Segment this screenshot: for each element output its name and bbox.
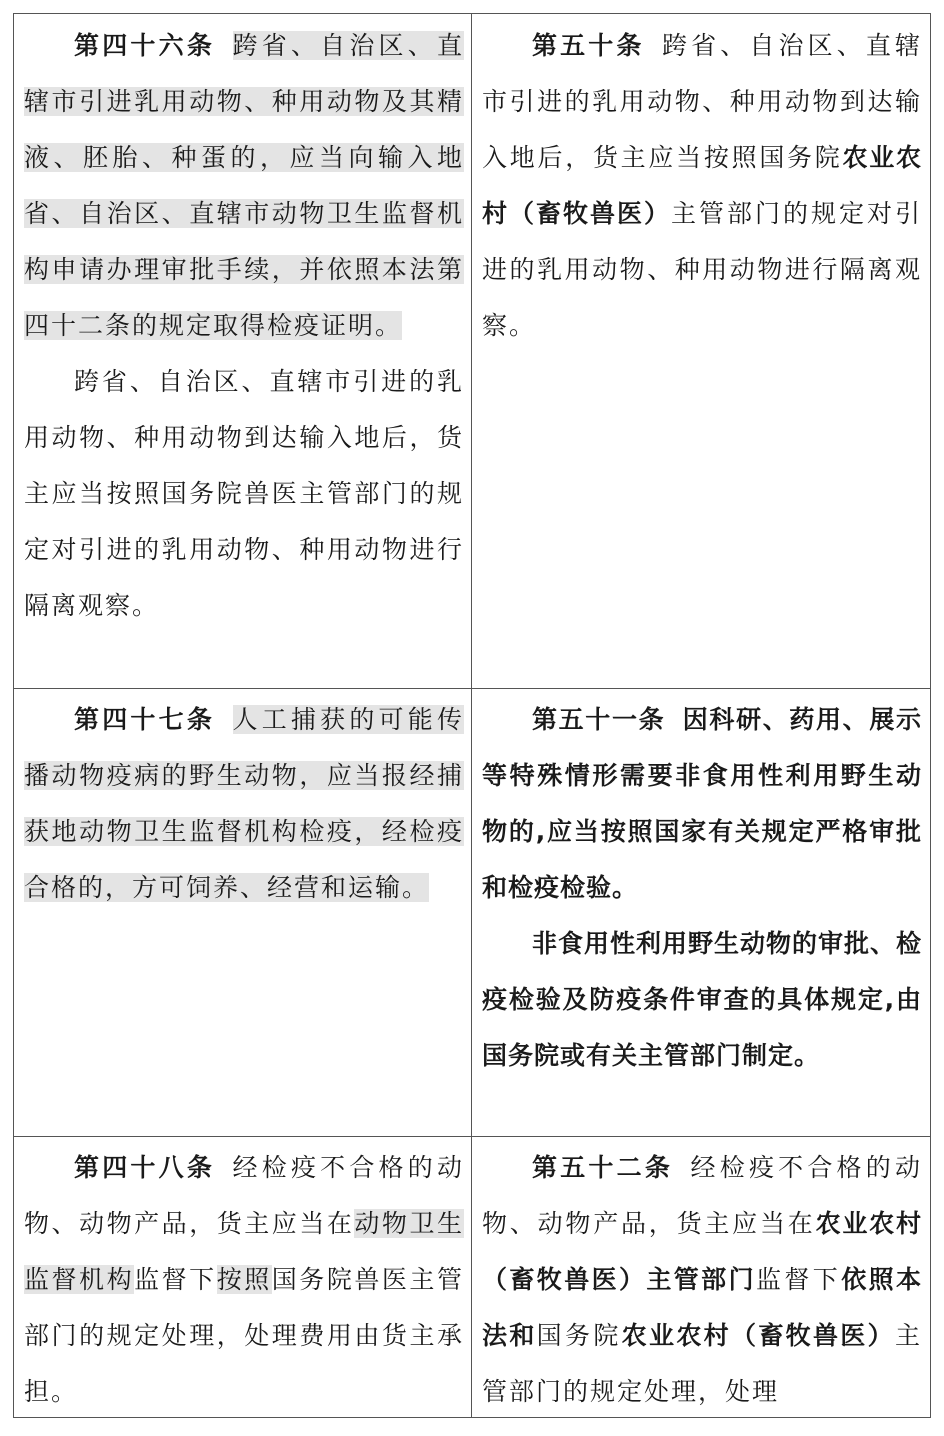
article-52-cell xyxy=(482,1140,922,1416)
article-paragraph xyxy=(482,1140,922,1416)
article-number: 第四十八条 xyxy=(74,1153,216,1182)
article-text: 动物卫生监督机构 xyxy=(24,1209,464,1294)
article-text: 主管部门的规定处理，处理 xyxy=(482,1321,922,1406)
article-text: 监督下 xyxy=(755,1265,842,1294)
article-number: 第五十条 xyxy=(532,31,645,60)
row-divider xyxy=(13,688,931,689)
article-text: 国务院兽医主管部门的规定处理，处理费用由货主承担。 xyxy=(24,1265,464,1406)
article-paragraph xyxy=(482,18,922,354)
article-paragraph xyxy=(24,1140,464,1416)
article-number: 非食用性利用野生动物的审批、检疫检验及防疫条件审查的具体规定,由国务院或有关主管部门制定。 xyxy=(482,929,922,1070)
article-51-cell xyxy=(482,692,922,1134)
article-number: 第五十一条 xyxy=(532,705,666,734)
article-number: 第五十二条 xyxy=(532,1153,674,1182)
article-text: 主管部门的规定对引进的乳用动物、种用动物进行隔离观察。 xyxy=(482,199,922,340)
article-47-cell xyxy=(24,692,464,1134)
article-text: 跨省、自治区、直辖市引进的乳用动物、种用动物到达输入地后，货主应当按照国务院 xyxy=(482,31,922,172)
article-48-cell xyxy=(24,1140,464,1416)
article-text: 经检疫不合格的动物、动物产品，货主应当在 xyxy=(24,1153,464,1238)
article-paragraph xyxy=(24,354,464,634)
article-46-cell xyxy=(24,18,464,686)
article-number: 第四十七条 xyxy=(74,705,216,734)
article-text: 农业农村（畜牧兽医） xyxy=(621,1321,895,1350)
article-text: 农业农村（畜牧兽医）主管部门 xyxy=(482,1209,922,1294)
article-text: 按照 xyxy=(216,1265,272,1294)
article-text: 国务院 xyxy=(536,1321,622,1350)
article-50-cell xyxy=(482,18,922,686)
article-text: 经检疫不合格的动物、动物产品，货主应当在 xyxy=(482,1153,922,1238)
article-text: 跨省、自治区、直辖市引进的乳用动物、种用动物到达输入地后，货主应当按照国务院兽医主管部门的规定对引进的乳用动物、种用动物进行隔离观察。 xyxy=(24,367,464,620)
column-divider xyxy=(471,13,472,1418)
article-text: 因科研、药用、展示等特殊情形需要非食用性利用野生动物的,应当按照国家有关规定严格审批和检疫检验。 xyxy=(482,705,922,902)
article-text: 监督下 xyxy=(134,1265,217,1294)
article-text: 农业农村（畜牧兽医） xyxy=(482,143,922,228)
article-paragraph xyxy=(482,916,922,1084)
article-text: 跨省、自治区、直辖市引进乳用动物、种用动物及其精液、胚胎、种蛋的，应当向输入地省、自治区、直辖市动物卫生监督机构申请办理审批手续，并依照本法第四十二条的规定取得检疫证明。 xyxy=(24,31,464,340)
article-text: 人工捕获的可能传播动物疫病的野生动物，应当报经捕获地动物卫生监督机构检疫，经检疫合格的，方可饲养、经营和运输。 xyxy=(24,705,464,902)
article-text: 依照本法和 xyxy=(482,1265,922,1350)
article-paragraph xyxy=(24,18,464,354)
article-paragraph xyxy=(482,692,922,916)
article-paragraph xyxy=(24,692,464,916)
row-divider xyxy=(13,1136,931,1137)
article-number: 第四十六条 xyxy=(74,31,216,60)
